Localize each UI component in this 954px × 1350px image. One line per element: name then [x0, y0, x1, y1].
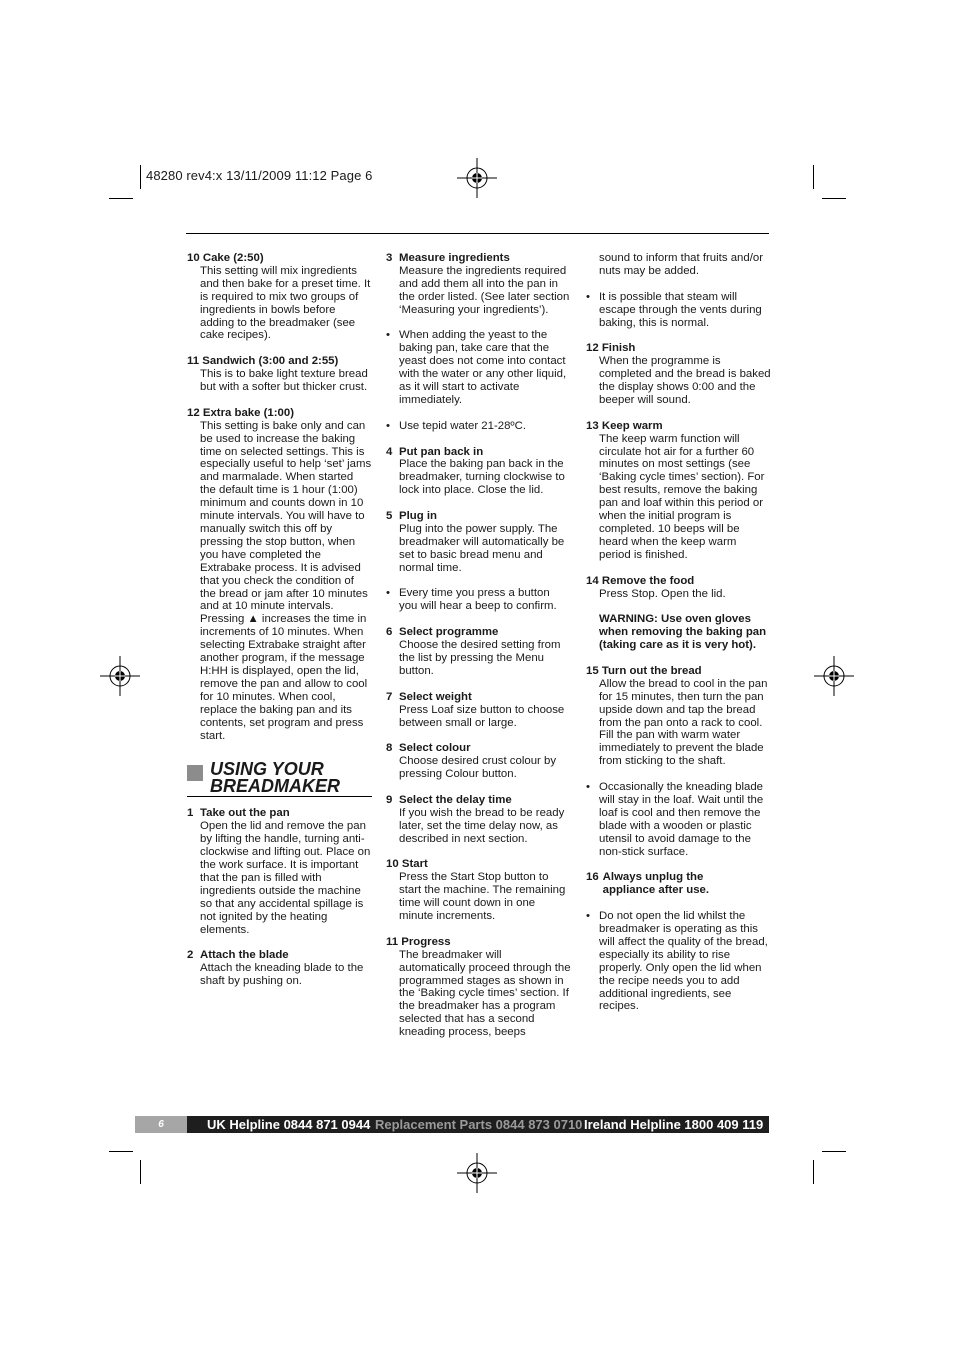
crop-mark [109, 198, 133, 199]
section-title-text: Progress [401, 935, 451, 948]
section-number: 13 [586, 419, 599, 432]
section-number: 15 [586, 664, 599, 677]
section-text: Allow the bread to cool in the pan for 15 minutes, then turn the pan upside down and tap the bread from the pan onto a rack to cool. Fill the pan with warm water immediately to prevent the blade from sticking to the shaft. [599, 677, 768, 768]
section-turn-out-bread [586, 665, 771, 768]
section-number: 3 [386, 252, 393, 264]
registration-mark-icon [814, 656, 854, 696]
section-number: 8 [386, 742, 393, 755]
registration-mark-icon [457, 158, 497, 198]
section-title [586, 420, 771, 433]
crop-mark [822, 1151, 846, 1152]
section-unplug [586, 871, 771, 897]
bullet-icon: • [386, 329, 390, 342]
section-number: 10 [386, 858, 399, 871]
section-text: Press Loaf size button to choose between small or large. [399, 703, 565, 729]
bullet-item [386, 420, 571, 433]
section-number: 14 [586, 574, 599, 587]
section-title [386, 794, 571, 807]
section-number: 12 [187, 406, 200, 419]
section-attach-blade [187, 949, 372, 988]
section-title-text: Put pan back in [399, 445, 484, 458]
bullet-text: Every time you press a button you will hear a beep to confirm. [399, 587, 557, 613]
section-select-programme [386, 626, 571, 678]
section-title-text: Measure ingredients [399, 252, 510, 264]
section-title-text: Plug in [399, 510, 437, 523]
section-title [187, 355, 372, 368]
section-title-text: Always unplug the appliance after use. [602, 871, 710, 897]
section-text: This setting will mix ingredients and then bake for a preset time. It is required to mix two groups of ingredients in bowls before adding to the breadmaker (see cake recipes). [200, 264, 371, 342]
section-title-text: Start [401, 858, 428, 871]
page-number: 6 [135, 1116, 187, 1133]
section-select-weight [386, 691, 571, 730]
continued-text: sound to inform that fruits and/or nuts may be added. [599, 252, 763, 277]
section-title [586, 575, 771, 588]
section-number: 16 [586, 871, 599, 884]
section-title [386, 510, 571, 523]
bullet-item [586, 910, 771, 1013]
bullet-text: It is possible that steam will escape through the vents during baking, this is normal. [599, 290, 762, 329]
replacement-parts-line: Replacement Parts 0844 873 0710 [375, 1117, 583, 1132]
section-title [386, 626, 571, 639]
section-number: 1 [187, 807, 194, 820]
section-title [586, 665, 771, 678]
crop-mark [813, 1160, 814, 1184]
bullet-icon: • [586, 290, 590, 303]
heading-square-icon [187, 765, 203, 781]
section-keep-warm [586, 420, 771, 562]
section-number: 9 [386, 793, 393, 806]
section-number: 4 [386, 445, 393, 458]
section-number: 5 [386, 510, 393, 523]
section-title-text: Select programme [399, 626, 499, 639]
section-title [187, 407, 372, 420]
column-1 [187, 252, 372, 1001]
column-2 [386, 252, 571, 1052]
section-number: 11 [386, 935, 399, 948]
section-text: If you wish the bread to be ready later, set the time delay now, as described in next section. [399, 806, 565, 845]
section-title-text: Remove the food [601, 574, 695, 587]
crop-mark [140, 165, 141, 189]
section-sandwich [187, 355, 372, 394]
section-text: Press Stop. Open the lid. [599, 587, 726, 600]
section-text: Place the baking pan back in the breadmaker, turning clockwise to lock into place. Close the lid. [399, 458, 565, 497]
section-number: 11 [187, 355, 200, 368]
section-text: This is to bake light texture bread but with a softer but thicker crust. [200, 368, 368, 394]
bullet-item [586, 781, 771, 858]
section-title [386, 858, 571, 871]
section-title [187, 949, 372, 962]
section-title [586, 871, 771, 897]
section-pan-back [386, 446, 571, 498]
section-title [187, 807, 372, 820]
section-title-text: Select colour [399, 742, 471, 755]
section-title-text: Cake (2:50) [202, 252, 264, 264]
section-title [586, 342, 771, 355]
section-progress [386, 936, 571, 1039]
section-text: Open the lid and remove the pan by lifting the handle, turning anti-clockwise and lifting out. Place on the work surface. It is important that the pan is filled with ingredients outside the machine so that any accidental spillage is not ignited by the heating elements. [200, 820, 371, 936]
registration-mark-icon [457, 1153, 497, 1193]
section-number: 12 [586, 342, 599, 355]
top-rule [186, 233, 769, 234]
bullet-icon: • [586, 910, 590, 923]
section-number: 7 [386, 690, 393, 703]
section-title-text: Sandwich (3:00 and 2:55) [202, 355, 339, 368]
section-finish [586, 342, 771, 407]
section-text: Press the Start Stop button to start the machine. The remaining time will count down in one minute increments. [399, 871, 566, 923]
bullet-text: When adding the yeast to the baking pan, take care that the yeast does not come into contact with the water or any other liquid, as it will start to activate immediately. [399, 329, 567, 406]
section-delay-time [386, 794, 571, 846]
bullet-item [386, 329, 571, 406]
section-title-text: Keep warm [601, 419, 663, 432]
section-title-text: Take out the pan [200, 807, 290, 820]
crop-mark [822, 198, 846, 199]
section-start [386, 858, 571, 923]
section-title [386, 691, 571, 704]
section-text: Measure the ingredients required and add them all into the pan in the order listed. (See later section ‘Measuring your ingredients’). [399, 264, 570, 316]
section-title-text: Extra bake (1:00) [202, 406, 295, 419]
section-title [386, 252, 571, 265]
section-text: This setting is bake only and can be used to increase the baking time on selected settings. This is especially useful to help ‘set’ jams and marmalade. When started the default time is 1 hour (1:00) minimum and counts down in 10 minute intervals. You will have to manually switch this off by pressing the stop button, when you have completed the Extrabake process. It is advised that you check the condition of the bread or jam after 10 minutes and at 10 minute intervals. [200, 419, 372, 613]
printer-slug: 48280 rev4:x 13/11/2009 11:12 Page 6 [146, 168, 373, 183]
section-text: The keep warm function will circulate hot air for a further 60 minutes on most settings (see ‘Baking cycle times’ section). For best results, remove the baking pan and loaf within this period or when the initial program is completed. 10 beeps will be heard when the keep warm period is finished. [599, 432, 765, 561]
section-title-text: Select the delay time [399, 793, 512, 806]
section-text: Choose desired crust colour by pressing Colour button. [399, 755, 557, 781]
crop-mark [140, 1160, 141, 1184]
section-title-text: Finish [601, 342, 636, 355]
section-title-text: Turn out the bread [601, 664, 702, 677]
crop-mark [109, 1151, 133, 1152]
section-select-colour [386, 742, 571, 781]
section-title-text: Select weight [399, 690, 472, 703]
bullet-item [386, 587, 571, 613]
column-3 [586, 252, 771, 1026]
section-plug-in [386, 510, 571, 575]
ireland-helpline: Ireland Helpline 1800 409 119 [584, 1117, 764, 1132]
section-extra-bake [187, 407, 372, 743]
section-text: The breadmaker will automatically proceed through the programmed stages as shown in the ‘Baking cycle times’ section. If the breadmaker has a program selected that has a second kneading process, beeps [399, 948, 571, 1039]
bullet-icon: • [586, 781, 590, 794]
bullet-text: Use tepid water 21-28ºC. [399, 419, 526, 432]
section-measure [386, 252, 571, 317]
section-text: When the programme is completed and the bread is baked the display shows 0:00 and the beeper will sound. [599, 355, 771, 406]
uk-helpline: UK Helpline 0844 871 0944 [207, 1117, 371, 1132]
bullet-text: Do not open the lid whilst the breadmaker is operating as this will affect the quality of the bread, especially its ability to rise properly. Only open the lid when the recipe needs you to add additional ingredients, see recipes. [599, 910, 768, 1013]
section-heading [187, 761, 372, 797]
heading-text: USING YOUR BREADMAKER [210, 759, 340, 796]
section-title-text: Attach the blade [200, 949, 289, 962]
section-number: 2 [187, 949, 194, 962]
section-number: 10 [187, 252, 200, 264]
warning-text: WARNING: Use oven gloves when removing the baking pan (taking care as it is very hot). [599, 613, 767, 652]
section-text: Attach the kneading blade to the shaft by pushing on. [200, 962, 364, 988]
section-title [386, 936, 571, 949]
helpline-footer [135, 1116, 769, 1133]
section-take-out-pan [187, 807, 372, 936]
bullet-text: Occasionally the kneading blade will stay in the loaf. Wait until the loaf is cool and then remove the blade with a wooden or plastic utensil to avoid damage to the non-stick surface. [599, 781, 764, 858]
bullet-icon: • [386, 419, 390, 432]
bullet-icon: • [386, 587, 390, 600]
bullet-item [586, 291, 771, 330]
section-cake [187, 252, 372, 342]
section-title [386, 446, 571, 459]
registration-mark-icon [100, 656, 140, 696]
section-title [386, 742, 571, 755]
section-text: Plug into the power supply. The breadmaker will automatically be set to basic bread menu and normal time. [399, 522, 565, 574]
crop-mark [813, 165, 814, 189]
section-text: Pressing ▲ increases the time in increments of 10 minutes. When selecting Extrabake straight after another program, if the message H:HH is displayed, open the lid, remove the pan and allow to cool for 10 minutes. When cool, replace the baking pan and its contents, set program and press start. [200, 613, 368, 742]
section-remove-food [586, 575, 771, 652]
section-title [187, 252, 372, 265]
section-number: 6 [386, 626, 393, 639]
section-text: Choose the desired setting from the list by pressing the Menu button. [399, 639, 561, 677]
